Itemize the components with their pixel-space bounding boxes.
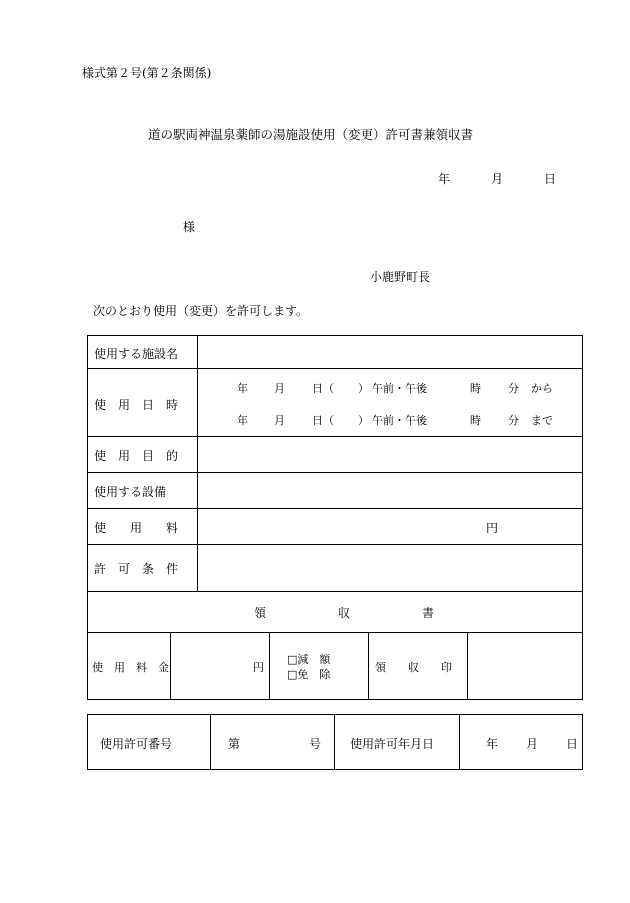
fee-unit: 円 [486, 521, 499, 535]
permit-divider [210, 714, 211, 770]
from-hour: 時 [470, 382, 481, 395]
receipt-stamp-area[interactable] [468, 633, 582, 699]
permit-divider [459, 714, 460, 770]
date-day-label: 日 [544, 172, 557, 186]
purpose-field[interactable] [198, 437, 582, 472]
permit-number-suffix: 号 [309, 737, 322, 751]
form-title: 道の駅両神温泉薬師の湯施設使用（変更）許可書兼領収書 [148, 127, 474, 142]
row-divider [87, 591, 583, 592]
form-number: 様式第２号(第２条関係) [82, 66, 212, 80]
conditions-label: 許 可 条 件 [94, 562, 179, 576]
receipt-divider [368, 632, 369, 700]
permit-number-prefix: 第 [228, 737, 241, 751]
from-year: 年 [237, 382, 248, 395]
row-divider [87, 508, 583, 509]
equipment-label: 使用する設備 [94, 485, 167, 499]
from-minute: 分 [508, 382, 519, 395]
to-suffix: まで [531, 414, 553, 427]
permit-divider [334, 714, 335, 770]
permit-number-label: 使用許可番号 [100, 737, 173, 751]
date-year-label: 年 [438, 172, 451, 186]
permit-date-year: 年 [486, 737, 499, 751]
permit-date-label: 使用許可年月日 [350, 737, 435, 751]
to-hour: 時 [470, 414, 481, 427]
exemption-checkbox[interactable]: □免 除 [287, 668, 331, 681]
receipt-fee-label: 使 用 料 金 [92, 661, 169, 674]
fee-label: 使 用 料 [94, 521, 179, 535]
datetime-label: 使 用 日 時 [94, 398, 179, 412]
equipment-field[interactable] [198, 473, 582, 508]
from-day: 日（ [312, 382, 334, 395]
from-ampm: 午前・午後 [372, 382, 427, 395]
receipt-stamp-label: 領 収 印 [375, 661, 452, 674]
facility-name-field[interactable] [198, 336, 582, 368]
to-month: 月 [274, 414, 285, 427]
conditions-field[interactable] [198, 545, 582, 591]
to-minute: 分 [508, 414, 519, 427]
from-paren: ） [358, 382, 369, 395]
to-ampm: 午前・午後 [372, 414, 427, 427]
recipient-suffix: 様 [183, 220, 196, 234]
intro-text: 次のとおり使用（変更）を許可します。 [93, 304, 309, 318]
date-month-label: 月 [491, 172, 504, 186]
to-paren: ） [358, 414, 369, 427]
receipt-divider [269, 632, 270, 700]
to-day: 日（ [312, 414, 334, 427]
row-divider [87, 368, 583, 369]
receipt-fee-unit: 円 [253, 661, 264, 674]
from-suffix: から [531, 382, 553, 395]
facility-label: 使用する施設名 [94, 347, 179, 361]
permit-number-field[interactable] [245, 728, 305, 756]
from-month: 月 [274, 382, 285, 395]
reduction-checkbox[interactable]: □減 額 [287, 653, 331, 666]
receipt-title: 領 収 書 [254, 606, 435, 620]
to-year: 年 [237, 414, 248, 427]
permit-date-day: 日 [566, 737, 579, 751]
issuer-name: 小鹿野町長 [370, 270, 431, 284]
purpose-label: 使 用 目 的 [94, 449, 179, 463]
permit-date-month: 月 [526, 737, 539, 751]
